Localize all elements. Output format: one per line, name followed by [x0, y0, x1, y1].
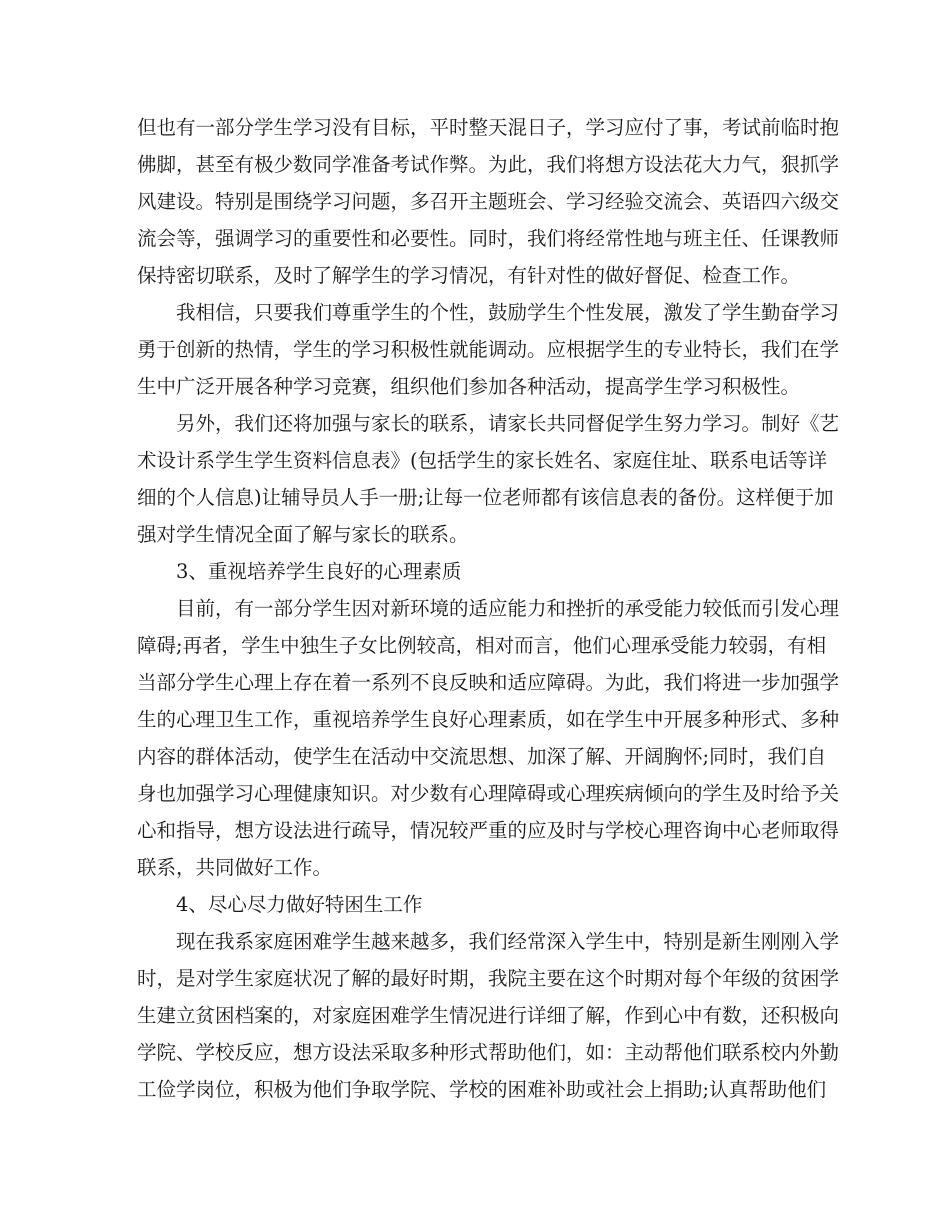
text-line: 现在我系家庭困难学生越来越多，我们经常深入学生中，特别是新生刚刚入学 [176, 930, 840, 953]
text-line: 当部分学生心理上存在着一系列不良反映和适应障碍。为此，我们将进一步加强学 [137, 671, 840, 694]
text-line: 佛脚，甚至有极少数同学准备考试作弊。为此，我们将想方设法花大力气，狠抓学 [137, 153, 840, 176]
text-line: 另外，我们还将加强与家长的联系，请家长共同督促学生努力学习。制好《艺 [176, 412, 840, 435]
text-line: 心和指导，想方设法进行疏导，情况较严重的应及时与学校心理咨询中心老师取得 [137, 819, 840, 842]
text-line: 生中广泛开展各种学习竞赛，组织他们参加各种活动，提高学生学习积极性。 [137, 375, 801, 398]
text-line: 目前，有一部分学生因对新环境的适应能力和挫折的承受能力较低而引发心理 [176, 597, 840, 620]
text-line: 流会等，强调学习的重要性和必要性。同时，我们将经常性地与班主任、任课教师 [137, 227, 840, 250]
text-line: 内容的群体活动，使学生在活动中交流思想、加深了解、开阔胸怀;同时，我们自 [137, 745, 827, 768]
text-line: 生建立贫困档案的，对家庭困难学生情况进行详细了解，作到心中有数，还积极向 [137, 1004, 840, 1027]
text-line: 联系，共同做好工作。 [137, 856, 333, 879]
text-line: 风建设。特别是围绕学习问题，多召开主题班会、学习经验交流会、英语四六级交 [137, 190, 840, 213]
text-line: 我相信，只要我们尊重学生的个性，鼓励学生个性发展，激发了学生勤奋学习 [176, 301, 840, 324]
text-line: 障碍;再者，学生中独生子女比例较高，相对而言，他们心理承受能力较弱，有相 [137, 634, 827, 657]
text-line: 生的心理卫生工作，重视培养学生良好心理素质，如在学生中开展多种形式、多种 [137, 708, 840, 731]
text-line: 学院、学校反应，想方设法采取多种形式帮助他们，如：主动帮他们联系校内外勤 [137, 1041, 840, 1064]
section-heading: 4、尽心尽力做好特困生工作 [176, 893, 423, 916]
text-line: 强对学生情况全面了解与家长的联系。 [137, 523, 469, 546]
text-line: 保持密切联系，及时了解学生的学习情况，有针对性的做好督促、检查工作。 [137, 264, 801, 287]
text-line: 身也加强学习心理健康知识。对少数有心理障碍或心理疾病倾向的学生及时给予关 [137, 782, 840, 805]
text-line: 但也有一部分学生学习没有目标，平时整天混日子，学习应付了事，考试前临时抱 [137, 116, 840, 139]
text-line: 术设计系学生学生资料信息表》(包括学生的家长姓名、家庭住址、联系电话等详 [137, 449, 828, 472]
text-line: 勇于创新的热情，学生的学习积极性就能调动。应根据学生的专业特长，我们在学 [137, 338, 840, 361]
text-line: 时，是对学生家庭状况了解的最好时期，我院主要在这个时期对每个年级的贫困学 [137, 967, 840, 990]
text-line: 细的个人信息)让辅导员人手一册;让每一位老师都有该信息表的备份。这样便于加 [137, 486, 834, 509]
section-heading: 3、重视培养学生良好的心理素质 [176, 560, 462, 583]
text-line: 工俭学岗位，积极为他们争取学院、学校的困难补助或社会上捐助;认真帮助他们 [137, 1078, 827, 1101]
